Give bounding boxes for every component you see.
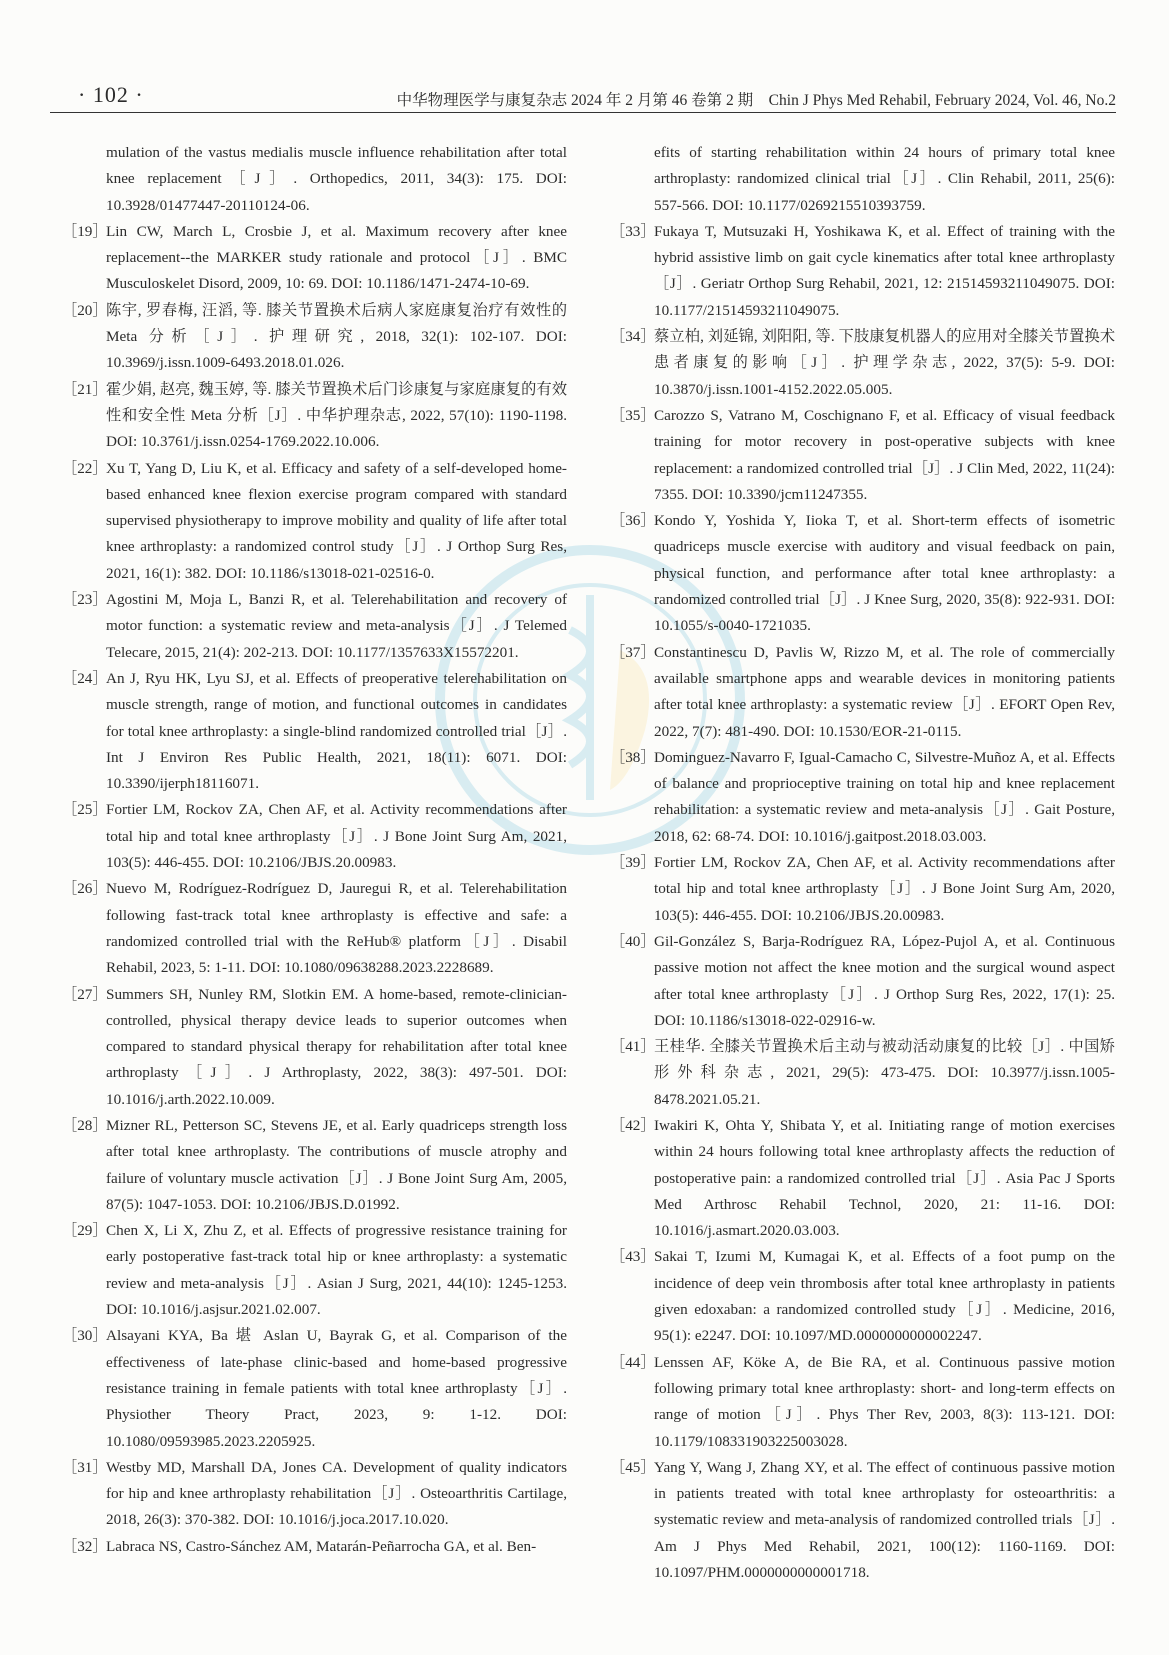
reference-item: ［38］ Dominguez-Navarro F, Igual-Camacho C, Silvestre-Muñoz A, et al. Effects of balance and proprioceptive training on total hip and knee replacement rehabilitation: a systematic review and meta-analysis［J］. Gait Posture, 2018, 62: 68-74. DOI: 10.1016/j.gaitpost.2018.03.003. xyxy=(610,748,1115,845)
reference-item: ［29］ Chen X, Li X, Zhu Z, et al. Effects of progressive resistance training for early postoperative fast-track total hip or knee arthroplasty: a systematic review and meta-analysis［J］. Asian J Surg, 2021, 44(10): 1245-1253. DOI: 10.1016/j.asjsur.2021.02.007. xyxy=(62,1222,567,1319)
page-number: · 102 · xyxy=(78,82,144,107)
reference-item: ［26］ Nuevo M, Rodríguez-Rodríguez D, Jauregui R, et al. Telerehabilitation following fast-track total knee arthroplasty is effective and safe: a randomized controlled trial with the ReHub® platform［J］. Disabil Rehabil, 2023, 5: 1-11. DOI: 10.1080/09638288.2023.2228689. xyxy=(62,880,567,977)
reference-item: ［45］ Yang Y, Wang J, Zhang XY, et al. The effect of continuous passive motion in patients treated with total knee arthroplasty for osteoarthritis: a systematic review and meta-analysis of randomized controlled trials［J］. Am J Phys Med Rehabil, 2021, 100(12): 1160-1169. DOI: 10.1097/PHM.0000000000001718. xyxy=(610,1458,1115,1582)
reference-item: ［36］ Kondo Y, Yoshida Y, Iioka T, et al. Short-term effects of isometric quadriceps muscle exercise with auditory and visual feedback on pain, physical function, and performance after total knee arthroplasty: a randomized controlled trial［J］. J Knee Surg, 2020, 35(8): 922-931. DOI: 10.1055/s-0040-1721035. xyxy=(610,512,1115,635)
reference-item: ［35］ Carozzo S, Vatrano M, Coschignano F, et al. Efficacy of visual feedback training for motor recovery in post-operative subjects with knee replacement: a randomized controlled trial［J］. J Clin Med, 2022, 11(24): 7355. DOI: 10.3390/jcm11247355. xyxy=(610,406,1115,503)
reference-item: ［37］ Constantinescu D, Pavlis W, Rizzo M, et al. The role of commercially available smartphone apps and wearable devices in monitoring patients after total knee arthroplasty: a systematic review［J］. EFORT Open Rev, 2022, 7(7): 481-490. DOI: 10.1530/EOR-21-0115. xyxy=(610,643,1115,740)
running-header xyxy=(50,82,1116,113)
reference-item: ［30］ Alsayani KYA, Ba 堪 Aslan U, Bayrak G, et al. Comparison of the effectiveness of late-phase clinic-based and home-based progressive resistance training in female patients with total knee arthroplasty［J］. Physiother Theory Pract, 2023, 9: 1-12. DOI: 10.1080/09593985.2023.2205925. xyxy=(62,1327,567,1450)
reference-item: ［28］ Mizner RL, Petterson SC, Stevens JE, et al. Early quadriceps strength loss after total knee arthroplasty. The contributions of muscle atrophy and failure of voluntary muscle activation［J］. J Bone Joint Surg Am, 2005, 87(5): 1047-1053. DOI: 10.2106/JBJS.D.01992. xyxy=(62,1116,567,1213)
reference-item: ［33］ Fukaya T, Mutsuzaki H, Yoshikawa K, et al. Effect of training with the hybrid assistive limb on gait cycle kinematics after total knee arthroplasty［J］. Geriatr Orthop Surg Rehabil, 2021, 12: 21514593211049075. DOI: 10.1177/21514593211049075. xyxy=(610,222,1115,319)
reference-item: ［42］ Iwakiri K, Ohta Y, Shibata Y, et al. Initiating range of motion exercises within 24 hours following total knee arthroplasty affects the reduction of postoperative pain: a randomized controlled trial［J］. Asia Pac J Sports Med Arthrosc Rehabil Technol, 2020, 21: 11-16. DOI: 10.1016/j.asmart.2020.03.003. xyxy=(610,1116,1115,1240)
reference-item: ［24］ An J, Ryu HK, Lyu SJ, et al. Effects of preoperative telerehabilitation on muscle strength, range of motion, and functional outcomes in candidates for total knee arthroplasty: a single-blind randomized controlled trial［J］. Int J Environ Res Public Health, 2021, 18(11): 6071. DOI: 10.3390/ijerph18116071. xyxy=(62,669,567,793)
reference-item: ［31］ Westby MD, Marshall DA, Jones CA. Development of quality indicators for hip and knee arthroplasty rehabilitation［J］. Osteoarthritis Cartilage, 2018, 26(3): 370-382. DOI: 10.1016/j.joca.2017.10.020. xyxy=(62,1458,567,1529)
reference-item: ［25］ Fortier LM, Rockov ZA, Chen AF, et al. Activity recommendations after total hip and total knee arthroplasty［J］. J Bone Joint Surg Am, 2021, 103(5): 446-455. DOI: 10.2106/JBJS.20.00983. xyxy=(62,801,567,872)
reference-item: ［44］ Lenssen AF, Köke A, de Bie RA, et al. Continuous passive motion following primary total knee arthroplasty: short- and long-term effects on range of motion［J］. Phys Ther Rev, 2003, 8(3): 113-121. DOI: 10.1179/108331903225003028. xyxy=(610,1353,1115,1450)
reference-item: efits of starting rehabilitation within 24 hours of primary total knee arthroplasty: randomized clinical trial［J］. Clin Rehabil, 2011, 25(6): 557-566. DOI: 10.1177/0269215510393759. xyxy=(654,144,1115,214)
reference-item: ［21］ 霍少娟, 赵亮, 魏玉婷, 等. 膝关节置换术后门诊康复与家庭康复的有效性和安全性 Meta 分析［J］. 中华护理杂志, 2022, 57(10): 1190-1198. DOI: 10.3761/j.issn.0254-1769.2022.10.006. xyxy=(62,380,567,451)
reference-item: ［19］ Lin CW, March L, Crosbie J, et al. Maximum recovery after knee replacement--the MARKER study rationale and protocol［J］. BMC Musculoskelet Disord, 2009, 10: 69. DOI: 10.1186/1471-2474-10-69. xyxy=(62,222,567,293)
reference-item: ［39］ Fortier LM, Rockov ZA, Chen AF, et al. Activity recommendations after total hip and total knee arthroplasty［J］. J Bone Joint Surg Am, 2020, 103(5): 446-455. DOI: 10.2106/JBJS.20.00983. xyxy=(610,854,1115,924)
reference-item: ［43］ Sakai T, Izumi M, Kumagai K, et al. Effects of a foot pump on the incidence of deep vein thrombosis after total knee arthroplasty in patients given edoxaban: a randomized controlled study［J］. Medicine, 2016, 95(1): e2247. DOI: 10.1097/MD.0000000000002247. xyxy=(610,1248,1115,1345)
references-right-column xyxy=(610,140,1115,1586)
journal-citation: 中华物理医学与康复杂志 2024 年 2 月第 46 卷第 2 期 Chin J Phys Med Rehabil, February 2024, Vol. 46, No.2 xyxy=(396,92,1116,109)
reference-item: ［32］ Labraca NS, Castro-Sánchez AM, Matarán-Peñarrocha GA, et al. Ben- xyxy=(62,1537,537,1555)
reference-item: mulation of the vastus medialis muscle influence rehabilitation after total knee replacement［J］. Orthopedics, 2011, 34(3): 175. DOI: 10.3928/01477447-20110124-06. xyxy=(106,144,567,214)
reference-item: ［23］ Agostini M, Moja L, Banzi R, et al. Telerehabilitation and recovery of motor function: a systematic review and meta-analysis［J］. J Telemed Telecare, 2015, 21(4): 202-213. DOI: 10.1177/1357633X15572201. xyxy=(62,591,567,661)
reference-item: ［20］ 陈宇, 罗春梅, 汪滔, 等. 膝关节置换术后病人家庭康复治疗有效性的 Meta 分析［J］. 护理研究, 2018, 32(1): 102-107. DOI: 10.3969/j.issn.1009-6493.2018.01.026. xyxy=(62,301,567,372)
reference-item: ［41］ 王桂华. 全膝关节置换术后主动与被动活动康复的比较［J］. 中国矫形外科杂志, 2021, 29(5): 473-475. DOI: 10.3977/j.issn.1005-8478.2021.05.21. xyxy=(610,1038,1115,1108)
reference-item: ［34］ 蔡立柏, 刘延锦, 刘阳阳, 等. 下肢康复机器人的应用对全膝关节置换术患者康复的影响［J］. 护理学杂志, 2022, 37(5): 5-9. DOI: 10.3870/j.issn.1001-4152.2022.05.005. xyxy=(610,328,1115,398)
reference-item: ［40］ Gil-González S, Barja-Rodríguez RA, López-Pujol A, et al. Continuous passive motion not affect the knee motion and the surgical wound aspect after total knee arthroplasty［J］. J Orthop Surg Res, 2022, 17(1): 25. DOI: 10.1186/s13018-022-02916-w. xyxy=(610,932,1115,1029)
reference-item: ［27］ Summers SH, Nunley RM, Slotkin EM. A home-based, remote-clinician-controlled, physical therapy device leads to superior outcomes when compared to standard physical therapy for rehabilitation after total knee arthroplasty［J］. J Arthroplasty, 2022, 38(3): 497-501. DOI: 10.1016/j.arth.2022.10.009. xyxy=(62,985,567,1108)
references-left-column xyxy=(62,140,567,1560)
reference-item: ［22］ Xu T, Yang D, Liu K, et al. Efficacy and safety of a self-developed home-based enhanced knee flexion exercise program compared with standard supervised physiotherapy to improve mobility and quality of life after total knee arthroplasty: a randomized control study［J］. J Orthop Surg Res, 2021, 16(1): 382. DOI: 10.1186/s13018-021-02516-0. xyxy=(62,459,567,582)
